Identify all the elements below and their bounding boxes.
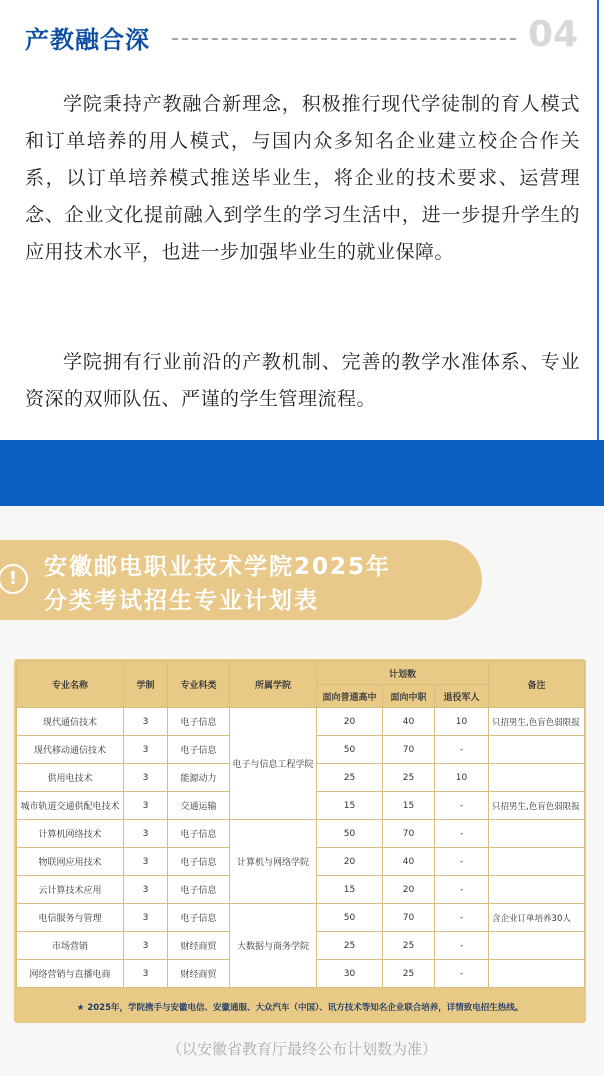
cell-vocational: 70 — [383, 820, 435, 848]
cell-highschool: 20 — [317, 708, 383, 736]
cell-category: 电子信息 — [168, 876, 230, 904]
cell-veteran: - — [435, 820, 489, 848]
cell-vocational: 40 — [383, 708, 435, 736]
cell-years: 3 — [124, 820, 168, 848]
table-row — [17, 708, 585, 736]
cell-remark — [489, 932, 585, 960]
side-accent-line — [597, 0, 599, 440]
cell-category: 财经商贸 — [168, 960, 230, 988]
cell-category: 电子信息 — [168, 904, 230, 932]
cell-highschool: 25 — [317, 932, 383, 960]
section-number: 04 — [528, 14, 579, 55]
cell-major: 市场营销 — [17, 932, 124, 960]
cell-highschool: 15 — [317, 876, 383, 904]
cell-major: 网络营销与直播电商 — [17, 960, 124, 988]
cell-major: 现代移动通信技术 — [17, 736, 124, 764]
header-remark: 备注 — [489, 662, 585, 708]
cell-category: 交通运输 — [168, 792, 230, 820]
cell-highschool: 30 — [317, 960, 383, 988]
exclamation-icon: ! — [0, 564, 28, 594]
cell-veteran: - — [435, 736, 489, 764]
cell-remark — [489, 820, 585, 848]
cell-vocational: 25 — [383, 960, 435, 988]
cell-years: 3 — [124, 960, 168, 988]
cell-highschool: 15 — [317, 792, 383, 820]
cell-veteran: - — [435, 960, 489, 988]
cell-category: 能源动力 — [168, 764, 230, 792]
title-divider — [172, 38, 516, 40]
cell-highschool: 50 — [317, 904, 383, 932]
footer-disclaimer: （以安徽省教育厅最终公布计划数为准） — [166, 1040, 437, 1058]
header-category: 专业科类 — [168, 662, 230, 708]
cell-veteran: - — [435, 876, 489, 904]
cell-major: 城市轨道交通供配电技术 — [17, 792, 124, 820]
cell-highschool: 50 — [317, 736, 383, 764]
intro-paragraph-1: 学院秉持产教融合新理念，积极推行现代学徒制的育人模式和订单培养的用人模式，与国内众多知名企业建立校企合作关系，以订单培养模式推送毕业生，将企业的技术要求、运营理念、企业文化提前融入到学生的学习生活中，进一步提升学生的应用技术水平，也进一步加强毕业生的就业保障。 — [25, 93, 580, 263]
cell-veteran: - — [435, 848, 489, 876]
cell-veteran: - — [435, 904, 489, 932]
cell-years: 3 — [124, 708, 168, 736]
header-plan-veteran: 退役军人 — [435, 685, 489, 708]
cell-vocational: 40 — [383, 848, 435, 876]
cell-college: 电子与信息工程学院 — [230, 708, 317, 820]
section-title: 产教融合深 — [25, 26, 150, 54]
cell-category: 电子信息 — [168, 736, 230, 764]
cell-years: 3 — [124, 932, 168, 960]
header-plan-highschool: 面向普通高中 — [317, 685, 383, 708]
cell-remark — [489, 876, 585, 904]
cell-years: 3 — [124, 736, 168, 764]
cell-veteran: - — [435, 792, 489, 820]
cell-vocational: 70 — [383, 736, 435, 764]
cell-veteran: 10 — [435, 764, 489, 792]
header-major: 专业名称 — [17, 662, 124, 708]
cell-major: 现代通信技术 — [17, 708, 124, 736]
cell-vocational: 25 — [383, 932, 435, 960]
cell-remark: 含企业订单培养30人 — [489, 904, 585, 932]
table-footnote: ★ 2025年，学院携手与安徽电信、安徽通服、大众汽车（中国）、讯方技术等知名企业联合培养，详情致电招生热线。 — [16, 996, 584, 1020]
header-college: 所属学院 — [230, 662, 317, 708]
cell-remark: 只招男生,色盲色弱限报 — [489, 708, 585, 736]
cell-remark — [489, 960, 585, 988]
enrollment-plan-table — [16, 661, 585, 988]
cell-major: 供用电技术 — [17, 764, 124, 792]
cell-highschool: 20 — [317, 848, 383, 876]
cell-veteran: - — [435, 932, 489, 960]
blue-divider-band — [0, 440, 604, 506]
cell-category: 电子信息 — [168, 848, 230, 876]
header-plan: 计划数 — [317, 662, 489, 685]
cell-remark — [489, 764, 585, 792]
banner-title-line1: 安徽邮电职业技术学院2025年 — [44, 554, 392, 580]
cell-remark — [489, 736, 585, 764]
header-years: 学制 — [124, 662, 168, 708]
cell-vocational: 15 — [383, 792, 435, 820]
cell-college: 计算机与网络学院 — [230, 820, 317, 904]
table-row — [17, 820, 585, 848]
cell-vocational: 25 — [383, 764, 435, 792]
cell-years: 3 — [124, 848, 168, 876]
plan-table-container — [14, 659, 586, 1023]
cell-category: 财经商贸 — [168, 932, 230, 960]
cell-highschool: 25 — [317, 764, 383, 792]
cell-remark — [489, 848, 585, 876]
cell-veteran: 10 — [435, 708, 489, 736]
banner-title-line2: 分类考试招生专业计划表 — [44, 588, 319, 614]
cell-highschool: 50 — [317, 820, 383, 848]
cell-major: 计算机网络技术 — [17, 820, 124, 848]
header-plan-vocational: 面向中职 — [383, 685, 435, 708]
plan-banner — [0, 540, 482, 620]
table-row — [17, 904, 585, 932]
cell-remark: 只招男生,色盲色弱限报 — [489, 792, 585, 820]
cell-major: 云计算技术应用 — [17, 876, 124, 904]
cell-category: 电子信息 — [168, 708, 230, 736]
cell-category: 电子信息 — [168, 820, 230, 848]
cell-vocational: 20 — [383, 876, 435, 904]
cell-years: 3 — [124, 904, 168, 932]
cell-college: 大数据与商务学院 — [230, 904, 317, 988]
intro-section — [0, 0, 604, 440]
cell-years: 3 — [124, 792, 168, 820]
intro-paragraph-2: 学院拥有行业前沿的产教机制、完善的教学水准体系、专业资深的双师队伍、严谨的学生管理流程。 — [25, 351, 580, 410]
cell-vocational: 70 — [383, 904, 435, 932]
cell-years: 3 — [124, 876, 168, 904]
cell-major: 电信服务与管理 — [17, 904, 124, 932]
cell-major: 物联网应用技术 — [17, 848, 124, 876]
cell-years: 3 — [124, 764, 168, 792]
